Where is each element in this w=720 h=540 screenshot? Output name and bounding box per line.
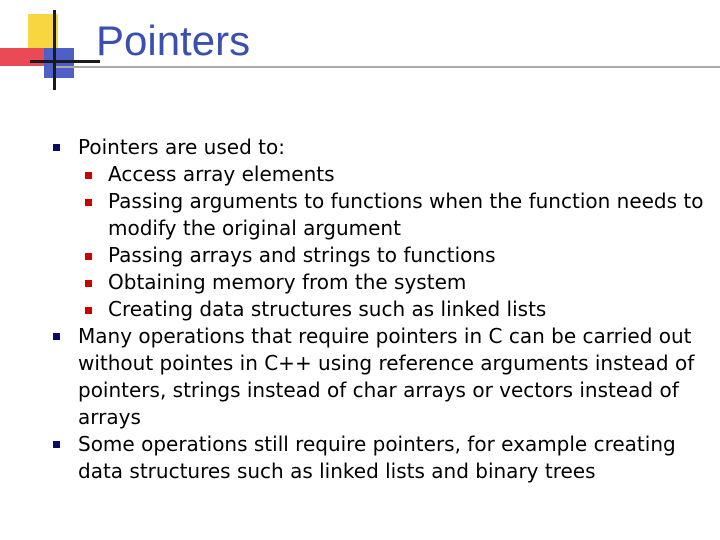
bullet-text: Pointers are used to: — [78, 135, 285, 159]
bullet-list — [48, 134, 708, 485]
logo-blue-square — [44, 48, 74, 78]
sub-bullet-item — [48, 296, 708, 323]
bullet-marker — [53, 144, 60, 151]
sub-bullet-text: Access array elements — [108, 162, 335, 186]
logo-horizontal-line — [30, 60, 100, 63]
sub-bullet-marker — [85, 172, 92, 179]
slide-logo — [0, 0, 100, 100]
logo-vertical-line — [53, 10, 56, 90]
sub-bullet-text: Obtaining memory from the system — [108, 270, 467, 294]
sub-bullet-marker — [85, 280, 92, 287]
sub-bullet-text: Passing arguments to functions when the function needs to modify the original argument — [108, 189, 704, 240]
sub-bullet-item — [48, 188, 708, 242]
slide-title: Pointers — [96, 17, 251, 64]
sub-bullet-text: Passing arrays and strings to functions — [108, 243, 496, 267]
bullet-text: Some operations still require pointers, for example creating data structures such as linked lists and binary trees — [78, 432, 676, 483]
bullet-item — [48, 134, 708, 161]
sub-bullet-marker — [85, 307, 92, 314]
sub-bullet-text: Creating data structures such as linked lists — [108, 297, 547, 321]
sub-bullet-item — [48, 269, 708, 296]
sub-bullet-marker — [85, 253, 92, 260]
sub-bullet-item — [48, 242, 708, 269]
sub-bullet-marker — [85, 199, 92, 206]
title-divider — [56, 66, 720, 68]
bullet-text: Many operations that require pointers in C can be carried out without pointes in C++ using reference arguments instead of pointers, strings instead of char arrays or vectors instead of arrays — [78, 324, 695, 429]
logo-red-square — [0, 48, 44, 66]
bullet-item — [48, 323, 708, 431]
bullet-item — [48, 431, 708, 485]
bullet-marker — [53, 333, 60, 340]
bullet-marker — [53, 441, 60, 448]
sub-bullet-item — [48, 161, 708, 188]
